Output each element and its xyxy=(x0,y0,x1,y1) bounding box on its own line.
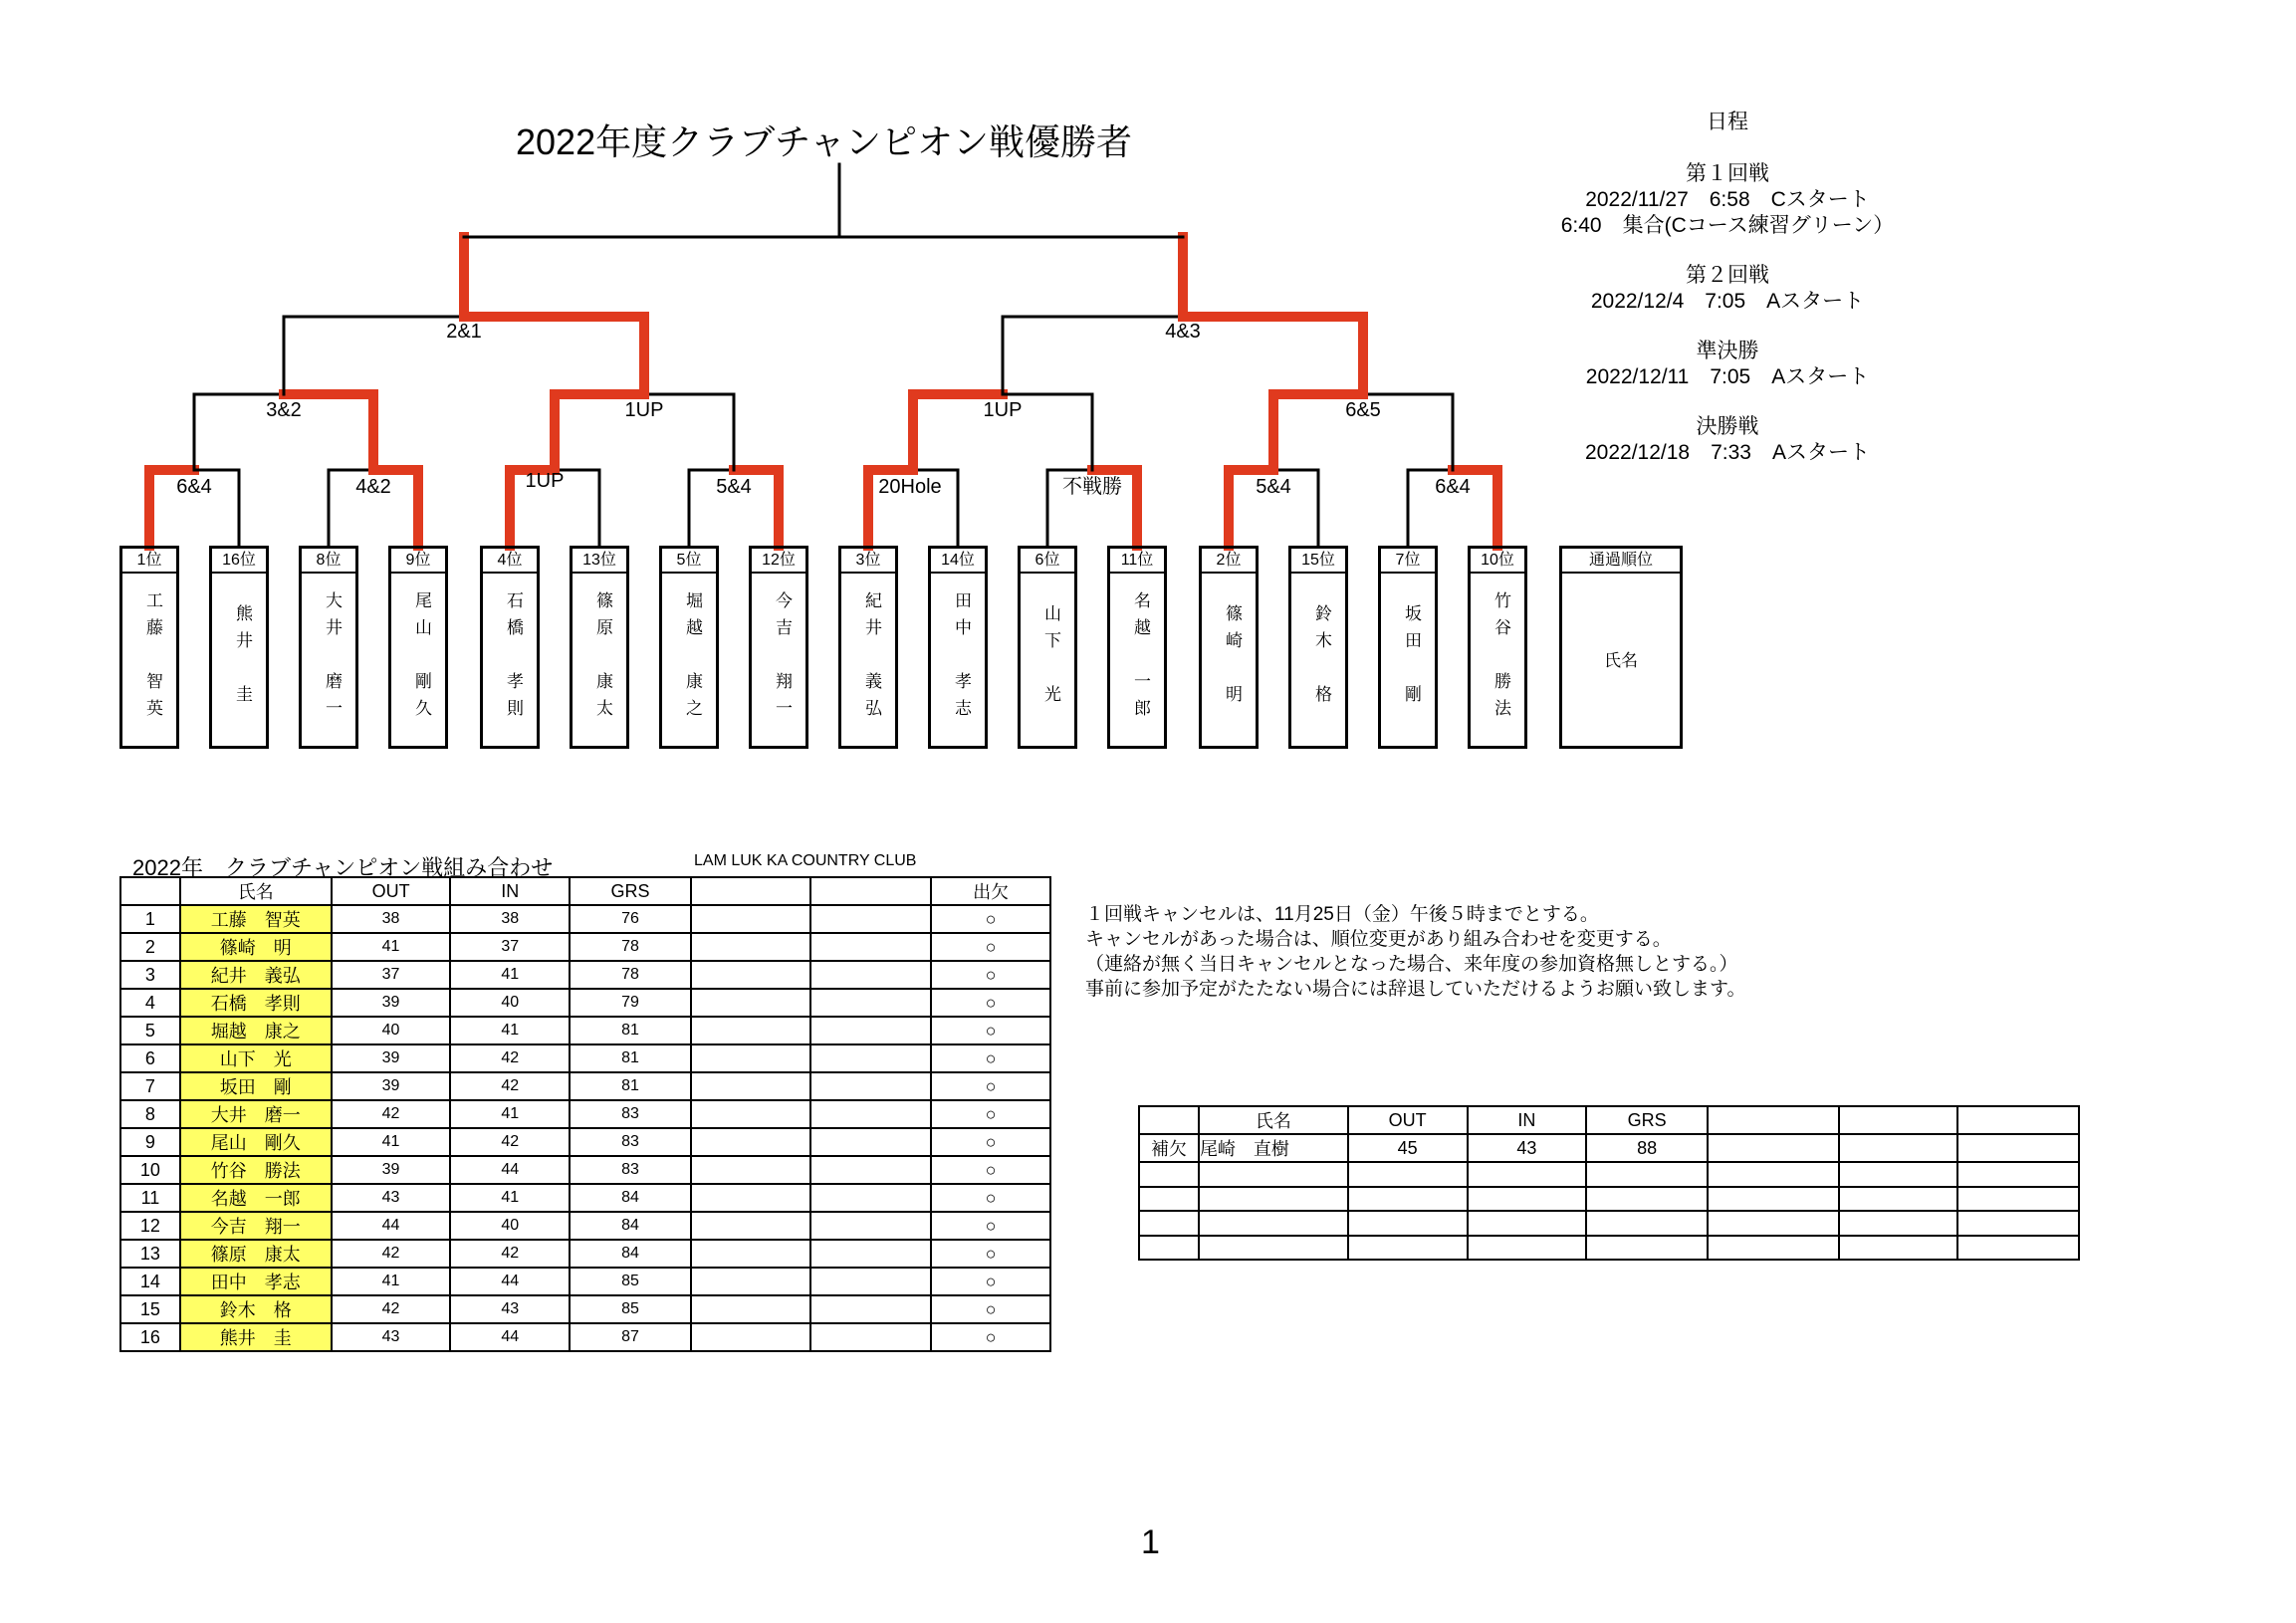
table-cell: 2 xyxy=(120,933,180,961)
table-cell: 42 xyxy=(450,1128,570,1156)
match-score: 1UP xyxy=(983,399,1023,421)
reserve-row xyxy=(1139,1187,2079,1212)
player-rank: 13位 xyxy=(573,549,626,574)
pairings-header-cell: GRS xyxy=(570,877,691,905)
table-cell xyxy=(691,961,810,989)
reserve-cell xyxy=(1199,1211,1348,1236)
table-cell xyxy=(810,933,932,961)
player-name: 熊井 圭 xyxy=(233,604,252,712)
pairings-header-cell: IN xyxy=(450,877,570,905)
player-name: 篠崎 明 xyxy=(1223,604,1242,712)
table-cell: 40 xyxy=(332,1017,451,1044)
table-cell: 85 xyxy=(570,1295,691,1323)
table-row xyxy=(120,905,1050,933)
table-cell: 大井 磨一 xyxy=(180,1100,332,1128)
reserve-cell xyxy=(1468,1211,1587,1236)
club-name: LAM LUK KA COUNTRY CLUB xyxy=(694,852,917,869)
table-row xyxy=(120,1295,1050,1323)
reserve-table xyxy=(1138,1105,2080,1261)
reserve-cell xyxy=(1708,1211,1839,1236)
table-cell: 42 xyxy=(450,1240,570,1268)
table-cell: ○ xyxy=(931,1295,1050,1323)
reserve-cell: 45 xyxy=(1348,1134,1468,1162)
table-cell: ○ xyxy=(931,1044,1050,1072)
reserve-cell xyxy=(1586,1162,1708,1187)
table-cell: 83 xyxy=(570,1128,691,1156)
table-cell: ○ xyxy=(931,1323,1050,1351)
reserve-cell xyxy=(1348,1162,1468,1187)
player-rank: 2位 xyxy=(1202,549,1256,574)
table-cell: 石橋 孝則 xyxy=(180,989,332,1017)
player-rank: 15位 xyxy=(1291,549,1345,574)
table-cell xyxy=(691,1323,810,1351)
player-name: 山下 光 xyxy=(1041,604,1060,712)
pairings-title: 2022年 クラブチャンピオン戦組み合わせ xyxy=(132,855,554,880)
table-cell: 16 xyxy=(120,1323,180,1351)
reserve-cell xyxy=(1586,1236,1708,1261)
match-score: 6&5 xyxy=(1345,399,1381,421)
table-row xyxy=(120,933,1050,961)
reserve-cell: 88 xyxy=(1586,1134,1708,1162)
table-cell: 9 xyxy=(120,1128,180,1156)
table-cell: 7 xyxy=(120,1072,180,1100)
table-cell: 13 xyxy=(120,1240,180,1268)
table-cell: 84 xyxy=(570,1212,691,1240)
reserve-cell xyxy=(1839,1187,1958,1212)
table-cell xyxy=(810,1100,932,1128)
reserve-cell xyxy=(1348,1236,1468,1261)
player-rank: 4位 xyxy=(483,549,537,574)
table-cell: 8 xyxy=(120,1100,180,1128)
pairings-header-cell: OUT xyxy=(332,877,451,905)
reserve-cell xyxy=(1839,1134,1958,1162)
table-cell: 81 xyxy=(570,1072,691,1100)
reserve-cell xyxy=(1139,1162,1199,1187)
cancellation-notes xyxy=(1085,902,1745,1002)
player-rank: 5位 xyxy=(662,549,716,574)
reserve-row xyxy=(1139,1162,2079,1187)
pairings-header-cell xyxy=(691,877,810,905)
reserve-header-cell: IN xyxy=(1468,1106,1587,1134)
table-cell: 6 xyxy=(120,1044,180,1072)
table-cell: 44 xyxy=(450,1323,570,1351)
match-score: 4&2 xyxy=(355,476,391,498)
table-cell: 83 xyxy=(570,1100,691,1128)
table-cell: 43 xyxy=(332,1184,451,1212)
reserve-cell xyxy=(1199,1162,1348,1187)
table-cell xyxy=(691,905,810,933)
table-cell: 篠原 康太 xyxy=(180,1240,332,1268)
player-rank: 12位 xyxy=(752,549,805,574)
table-cell xyxy=(810,905,932,933)
reserve-header-cell xyxy=(1139,1106,1199,1134)
table-cell: ○ xyxy=(931,1268,1050,1295)
table-cell: 篠崎 明 xyxy=(180,933,332,961)
page-number: 1 xyxy=(1141,1523,1160,1561)
pass-rank-box xyxy=(1559,546,1683,749)
player-name: 今吉 翔一 xyxy=(773,590,792,726)
reserve-cell xyxy=(1586,1187,1708,1212)
table-row xyxy=(120,1128,1050,1156)
table-cell xyxy=(691,1184,810,1212)
reserve-cell xyxy=(1957,1134,2079,1162)
table-cell: 42 xyxy=(332,1295,451,1323)
table-row xyxy=(120,1100,1050,1128)
reserve-cell xyxy=(1839,1236,1958,1261)
note-line: （連絡が無く当日キャンセルとなった場合、来年度の参加資格無しとする。） xyxy=(1085,954,1738,975)
table-cell: 84 xyxy=(570,1240,691,1268)
pairings-header-cell: 氏名 xyxy=(180,877,332,905)
reserve-cell xyxy=(1139,1211,1199,1236)
table-row xyxy=(120,961,1050,989)
table-cell: 39 xyxy=(332,1044,451,1072)
reserve-header-cell: GRS xyxy=(1586,1106,1708,1134)
table-cell xyxy=(810,1295,932,1323)
table-cell: 43 xyxy=(450,1295,570,1323)
table-cell xyxy=(691,1044,810,1072)
table-cell: 44 xyxy=(450,1268,570,1295)
table-cell xyxy=(810,1156,932,1184)
schedule-round-line: 2022/12/18 7:33 Aスタート xyxy=(1585,441,1870,464)
table-cell: ○ xyxy=(931,905,1050,933)
player-rank: 3位 xyxy=(841,549,895,574)
reserve-row xyxy=(1139,1211,2079,1236)
match-score: 5&4 xyxy=(1256,476,1291,498)
table-cell: 37 xyxy=(332,961,451,989)
table-cell: ○ xyxy=(931,1184,1050,1212)
reserve-cell xyxy=(1957,1162,2079,1187)
table-cell: 38 xyxy=(450,905,570,933)
player-name: 篠原 康太 xyxy=(593,590,612,726)
table-cell xyxy=(691,1240,810,1268)
table-cell xyxy=(810,1044,932,1072)
table-cell: 41 xyxy=(450,1100,570,1128)
table-cell: ○ xyxy=(931,1128,1050,1156)
reserve-header-cell xyxy=(1957,1106,2079,1134)
player-name: 尾山 剛久 xyxy=(412,590,431,726)
player-box xyxy=(388,546,448,749)
player-box xyxy=(1107,546,1167,749)
table-cell: 山下 光 xyxy=(180,1044,332,1072)
pairings-header-cell xyxy=(120,877,180,905)
table-cell: 44 xyxy=(332,1212,451,1240)
table-row xyxy=(120,1044,1050,1072)
table-cell: 44 xyxy=(450,1156,570,1184)
table-cell: 10 xyxy=(120,1156,180,1184)
table-cell xyxy=(810,1240,932,1268)
player-rank: 8位 xyxy=(302,549,355,574)
table-row xyxy=(120,989,1050,1017)
table-cell xyxy=(691,1156,810,1184)
table-cell: 41 xyxy=(332,933,451,961)
table-cell xyxy=(691,1212,810,1240)
reserve-cell xyxy=(1957,1187,2079,1212)
reserve-header-cell xyxy=(1708,1106,1839,1134)
reserve-cell xyxy=(1839,1162,1958,1187)
pass-rank-header: 通過順位 xyxy=(1562,549,1680,574)
table-cell xyxy=(691,1017,810,1044)
schedule-round-name: 準決勝 xyxy=(1696,340,1759,362)
match-score: 4&3 xyxy=(1165,321,1201,343)
table-cell xyxy=(691,1268,810,1295)
match-score: 不戦勝 xyxy=(1062,476,1122,498)
table-cell xyxy=(810,1212,932,1240)
table-cell xyxy=(810,1268,932,1295)
reserve-row xyxy=(1139,1134,2079,1162)
table-cell: 田中 孝志 xyxy=(180,1268,332,1295)
table-cell: 84 xyxy=(570,1184,691,1212)
table-cell: 41 xyxy=(332,1268,451,1295)
match-score: 2&1 xyxy=(446,321,482,343)
player-rank: 9位 xyxy=(391,549,445,574)
player-name: 堀越 康之 xyxy=(683,590,702,726)
table-cell: 85 xyxy=(570,1268,691,1295)
table-cell: 41 xyxy=(450,1017,570,1044)
table-cell: 76 xyxy=(570,905,691,933)
note-line: キャンセルがあった場合は、順位変更があり組み合わせを変更する。 xyxy=(1085,929,1672,950)
schedule-round-line: 2022/12/4 7:05 Aスタート xyxy=(1590,290,1865,313)
table-cell xyxy=(810,1323,932,1351)
table-cell: 12 xyxy=(120,1212,180,1240)
table-cell: ○ xyxy=(931,1072,1050,1100)
player-rank: 14位 xyxy=(931,549,985,574)
table-cell: 今吉 翔一 xyxy=(180,1212,332,1240)
table-cell: 42 xyxy=(450,1044,570,1072)
player-box xyxy=(1288,546,1348,749)
table-cell: 83 xyxy=(570,1156,691,1184)
table-cell: 1 xyxy=(120,905,180,933)
table-cell: 39 xyxy=(332,989,451,1017)
player-rank: 11位 xyxy=(1110,549,1164,574)
table-cell: 11 xyxy=(120,1184,180,1212)
player-name: 田中 孝志 xyxy=(952,590,971,726)
player-box xyxy=(659,546,719,749)
table-cell: ○ xyxy=(931,989,1050,1017)
table-cell xyxy=(691,1100,810,1128)
table-cell: 42 xyxy=(332,1240,451,1268)
player-rank: 10位 xyxy=(1471,549,1524,574)
player-box xyxy=(1468,546,1527,749)
table-cell: 43 xyxy=(332,1323,451,1351)
reserve-cell xyxy=(1468,1187,1587,1212)
reserve-cell xyxy=(1839,1211,1958,1236)
page-title: 2022年度クラブチャンピオン戦優勝者 xyxy=(516,121,1133,162)
schedule-round-line: 6:40 集合(Cコース練習グリーン） xyxy=(1560,214,1895,237)
table-cell: 38 xyxy=(332,905,451,933)
table-cell xyxy=(810,1128,932,1156)
player-rank: 7位 xyxy=(1381,549,1435,574)
player-box xyxy=(119,546,179,749)
table-cell: 3 xyxy=(120,961,180,989)
reserve-header-cell xyxy=(1839,1106,1958,1134)
table-row xyxy=(120,1240,1050,1268)
table-cell: 紀井 義弘 xyxy=(180,961,332,989)
player-box xyxy=(749,546,808,749)
pairings-header-row xyxy=(120,877,1050,905)
note-line: １回戦キャンセルは、11月25日（金）午後５時までとする。 xyxy=(1085,904,1599,925)
table-cell xyxy=(691,1128,810,1156)
table-cell: 鈴木 格 xyxy=(180,1295,332,1323)
table-cell xyxy=(691,1072,810,1100)
player-rank: 6位 xyxy=(1021,549,1074,574)
pass-rank-body: 氏名 xyxy=(1604,650,1638,670)
reserve-cell xyxy=(1708,1134,1839,1162)
table-cell: 81 xyxy=(570,1044,691,1072)
schedule-heading: 日程 xyxy=(1707,111,1748,133)
table-row xyxy=(120,1017,1050,1044)
table-cell xyxy=(691,989,810,1017)
table-cell: ○ xyxy=(931,1100,1050,1128)
reserve-cell xyxy=(1199,1187,1348,1212)
pairings-table xyxy=(119,876,1051,1352)
table-cell: 78 xyxy=(570,961,691,989)
player-rank: 16位 xyxy=(212,549,266,574)
table-cell: ○ xyxy=(931,961,1050,989)
pairings-header-cell: 出欠 xyxy=(931,877,1050,905)
table-cell: 4 xyxy=(120,989,180,1017)
match-score: 6&4 xyxy=(1435,476,1471,498)
match-score: 6&4 xyxy=(176,476,212,498)
table-cell: 堀越 康之 xyxy=(180,1017,332,1044)
match-score: 3&2 xyxy=(266,399,302,421)
table-cell xyxy=(810,1017,932,1044)
reserve-cell xyxy=(1348,1187,1468,1212)
table-cell xyxy=(691,933,810,961)
reserve-cell xyxy=(1468,1162,1587,1187)
schedule-round-name: 第２回戦 xyxy=(1686,264,1769,287)
table-cell: 41 xyxy=(450,1184,570,1212)
player-box xyxy=(209,546,269,749)
schedule-round-line: 2022/11/27 6:58 Cスタート xyxy=(1585,188,1870,211)
player-box xyxy=(299,546,358,749)
table-row xyxy=(120,1323,1050,1351)
reserve-header-cell: 氏名 xyxy=(1199,1106,1348,1134)
table-row xyxy=(120,1184,1050,1212)
reserve-cell: 尾崎 直樹 xyxy=(1199,1134,1348,1162)
player-name: 名越 一郎 xyxy=(1131,590,1150,726)
table-row xyxy=(120,1268,1050,1295)
table-cell: 37 xyxy=(450,933,570,961)
player-box xyxy=(1378,546,1438,749)
table-cell: 5 xyxy=(120,1017,180,1044)
table-cell: 81 xyxy=(570,1017,691,1044)
player-name: 石橋 孝則 xyxy=(504,590,523,726)
table-cell xyxy=(691,1295,810,1323)
table-cell: 名越 一郎 xyxy=(180,1184,332,1212)
reserve-header-row xyxy=(1139,1106,2079,1134)
table-cell xyxy=(810,961,932,989)
match-score: 5&4 xyxy=(716,476,752,498)
player-box xyxy=(928,546,988,749)
table-cell: 熊井 圭 xyxy=(180,1323,332,1351)
reserve-cell: 43 xyxy=(1468,1134,1587,1162)
player-box xyxy=(838,546,898,749)
table-cell: 14 xyxy=(120,1268,180,1295)
table-cell: ○ xyxy=(931,1212,1050,1240)
player-box xyxy=(1018,546,1077,749)
player-name: 竹谷 勝法 xyxy=(1492,590,1510,726)
table-cell: ○ xyxy=(931,1156,1050,1184)
player-name: 工藤 智英 xyxy=(143,590,162,726)
player-box xyxy=(570,546,629,749)
reserve-cell: 補欠 xyxy=(1139,1134,1199,1162)
reserve-cell xyxy=(1586,1211,1708,1236)
table-row xyxy=(120,1156,1050,1184)
reserve-cell xyxy=(1957,1211,2079,1236)
player-name: 坂田 剛 xyxy=(1402,604,1421,712)
table-cell: 41 xyxy=(450,961,570,989)
schedule-round-name: 第１回戦 xyxy=(1686,162,1769,185)
table-cell: 39 xyxy=(332,1072,451,1100)
table-cell xyxy=(810,1184,932,1212)
match-score: 1UP xyxy=(525,470,565,492)
table-cell: 40 xyxy=(450,989,570,1017)
reserve-cell xyxy=(1139,1236,1199,1261)
table-cell: 78 xyxy=(570,933,691,961)
match-score: 1UP xyxy=(624,399,664,421)
table-cell xyxy=(810,1072,932,1100)
table-cell: 79 xyxy=(570,989,691,1017)
table-cell: 39 xyxy=(332,1156,451,1184)
table-cell: 尾山 剛久 xyxy=(180,1128,332,1156)
reserve-cell xyxy=(1957,1236,2079,1261)
reserve-row xyxy=(1139,1236,2079,1261)
table-cell: 竹谷 勝法 xyxy=(180,1156,332,1184)
reserve-cell xyxy=(1348,1211,1468,1236)
reserve-cell xyxy=(1708,1162,1839,1187)
table-cell: 42 xyxy=(332,1100,451,1128)
player-rank: 1位 xyxy=(122,549,176,574)
player-name: 紀井 義弘 xyxy=(862,590,881,726)
schedule-round-name: 決勝戦 xyxy=(1696,415,1759,438)
table-row xyxy=(120,1212,1050,1240)
player-name: 大井 磨一 xyxy=(323,590,342,726)
table-cell: 42 xyxy=(450,1072,570,1100)
table-cell: 坂田 剛 xyxy=(180,1072,332,1100)
table-cell: ○ xyxy=(931,1240,1050,1268)
player-box xyxy=(480,546,540,749)
pairings-header-cell xyxy=(810,877,932,905)
player-box xyxy=(1199,546,1259,749)
reserve-cell xyxy=(1468,1236,1587,1261)
note-line: 事前に参加予定がたたない場合には辞退していただけるようお願い致します。 xyxy=(1085,979,1746,1000)
reserve-cell xyxy=(1139,1187,1199,1212)
table-cell xyxy=(810,989,932,1017)
player-name: 鈴木 格 xyxy=(1312,604,1331,712)
reserve-cell xyxy=(1708,1187,1839,1212)
reserve-cell xyxy=(1708,1236,1839,1261)
table-cell: 工藤 智英 xyxy=(180,905,332,933)
table-cell: 15 xyxy=(120,1295,180,1323)
table-cell: 41 xyxy=(332,1128,451,1156)
table-cell: 40 xyxy=(450,1212,570,1240)
reserve-cell xyxy=(1199,1236,1348,1261)
reserve-header-cell: OUT xyxy=(1348,1106,1468,1134)
table-cell: ○ xyxy=(931,933,1050,961)
table-row xyxy=(120,1072,1050,1100)
table-cell: ○ xyxy=(931,1017,1050,1044)
schedule-round-line: 2022/12/11 7:05 Aスタート xyxy=(1585,365,1870,388)
table-cell: 87 xyxy=(570,1323,691,1351)
match-score: 20Hole xyxy=(878,476,942,498)
